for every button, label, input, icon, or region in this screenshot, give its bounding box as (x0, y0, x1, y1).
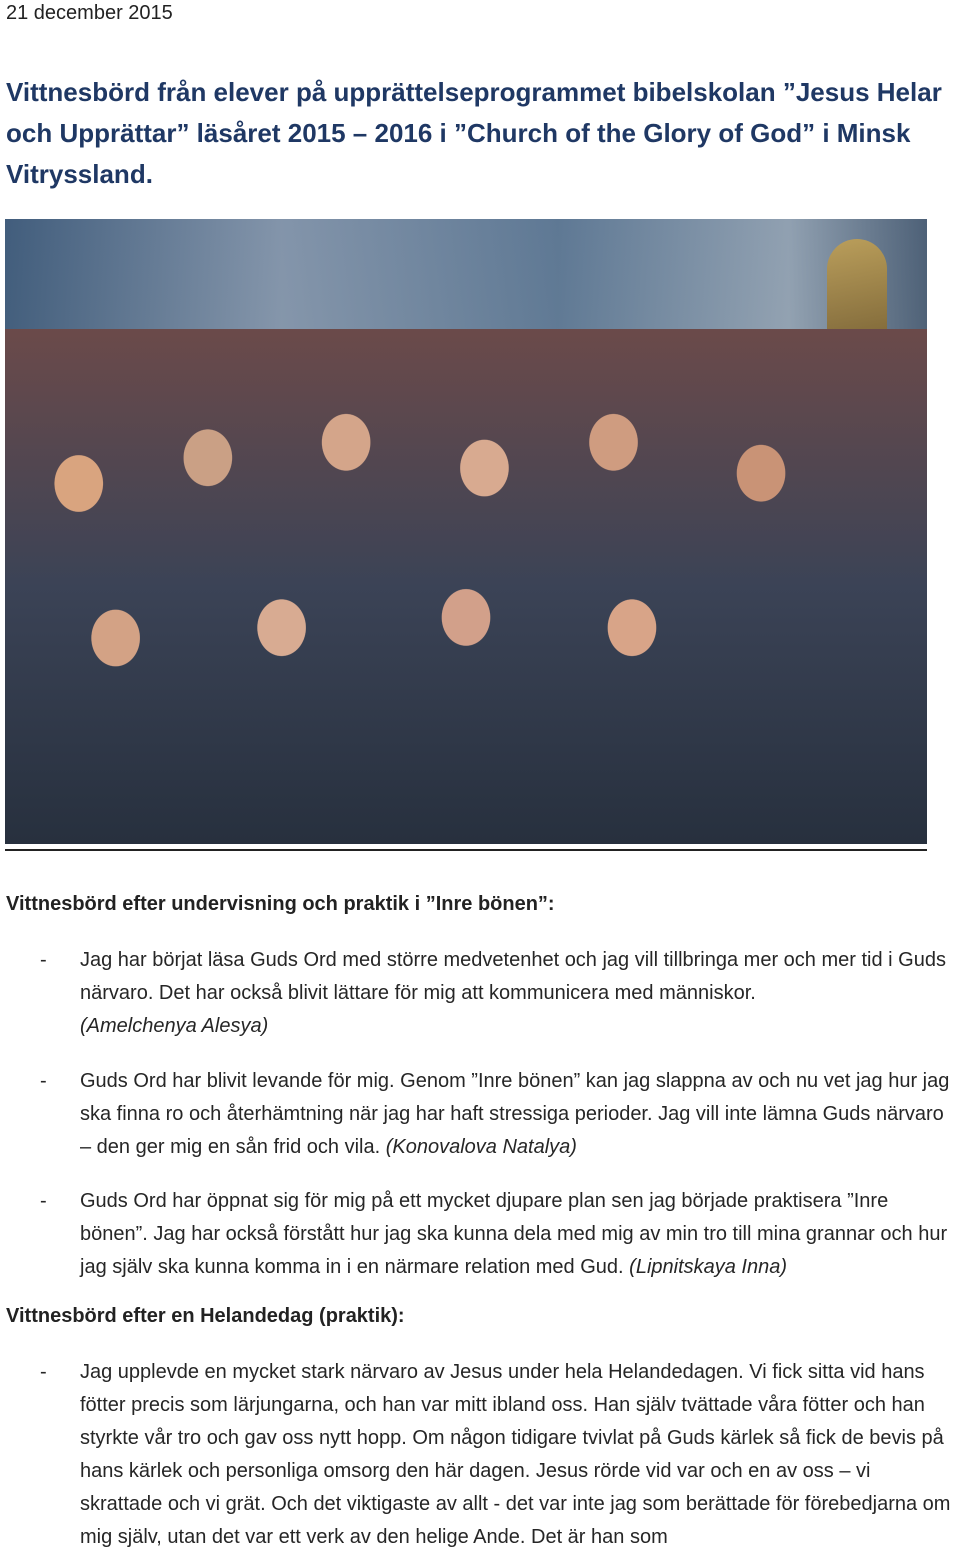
document-date: 21 december 2015 (6, 2, 173, 24)
group-photo (5, 219, 927, 844)
testimony-text: Jag upplevde en mycket stark närvaro av Jesus under hela Helandedagen. Vi fick sitta vid hans fötter precis som lärjungarna, och han var mitt ibland oss. Han själv tvättade våra fötter och han styrkte vår tro och gav oss nytt hopp. Om någon tidigare tvivlat på Guds kärlek så fick de bevis på hans kärlek och personliga omsorg den här dagen. Jesus rörde vid var och en av oss – vi skrattade och vi grät. Och det viktigaste av allt - det var inte jag som berättade för förebedjarna om mig själv, utan det var ett verk av den helige Ande. Det är han som (80, 1361, 951, 1548)
divider (5, 849, 927, 851)
list-dash: - (40, 1361, 47, 1383)
testimony-text: Guds Ord har öppnat sig för mig på ett mycket djupare plan sen jag började praktisera ”Inre bönen”. Jag har också förstått hur jag ska kunna dela med mig av min tro till mina grannar och hur jag själv ska kunna komma in i en närmare relation med Gud. (80, 1190, 948, 1278)
section-heading-healing-day: Vittnesbörd efter en Helandedag (praktik): (6, 1305, 405, 1327)
photo-group-of-people (5, 329, 927, 844)
testimony-text: Jag har börjat läsa Guds Ord med större medvetenhet och jag vill tillbringa mer och mer tid i Guds närvaro. Det har också blivit lättare för mig att kommunicera med människor. (80, 949, 946, 1004)
testimony-author: (Amelchenya Alesya) (80, 1015, 269, 1037)
list-item (6, 1356, 956, 1554)
list-item (6, 1065, 956, 1164)
testimony-text: Guds Ord har blivit levande för mig. Genom ”Inre bönen” kan jag slappna av och nu vet jag hur jag ska finna ro och återhämtning när jag har haft stressiga perioder. Jag vill inte lämna Guds närvaro – den ger mig en sån frid och vila. (80, 1070, 950, 1158)
testimony-list-inner-prayer (6, 944, 956, 1284)
list-item (6, 1185, 956, 1284)
list-dash: - (40, 1190, 47, 1212)
document-title: Vittnesbörd från elever på upprättelseprogrammet bibelskolan ”Jesus Helar och Upprättar” läsåret 2015 – 2016 i ”Church of the Glory of God” i Minsk Vitryssland. (6, 77, 942, 189)
testimony-author: (Lipnitskaya Inna) (629, 1256, 788, 1278)
list-item (6, 944, 956, 1043)
testimony-author: (Konovalova Natalya) (385, 1136, 577, 1158)
testimony-list-healing-day (6, 1356, 956, 1554)
list-dash: - (40, 1070, 47, 1092)
list-dash: - (40, 949, 47, 971)
section-heading-inner-prayer: Vittnesbörd efter undervisning och praktik i ”Inre bönen”: (6, 893, 555, 915)
